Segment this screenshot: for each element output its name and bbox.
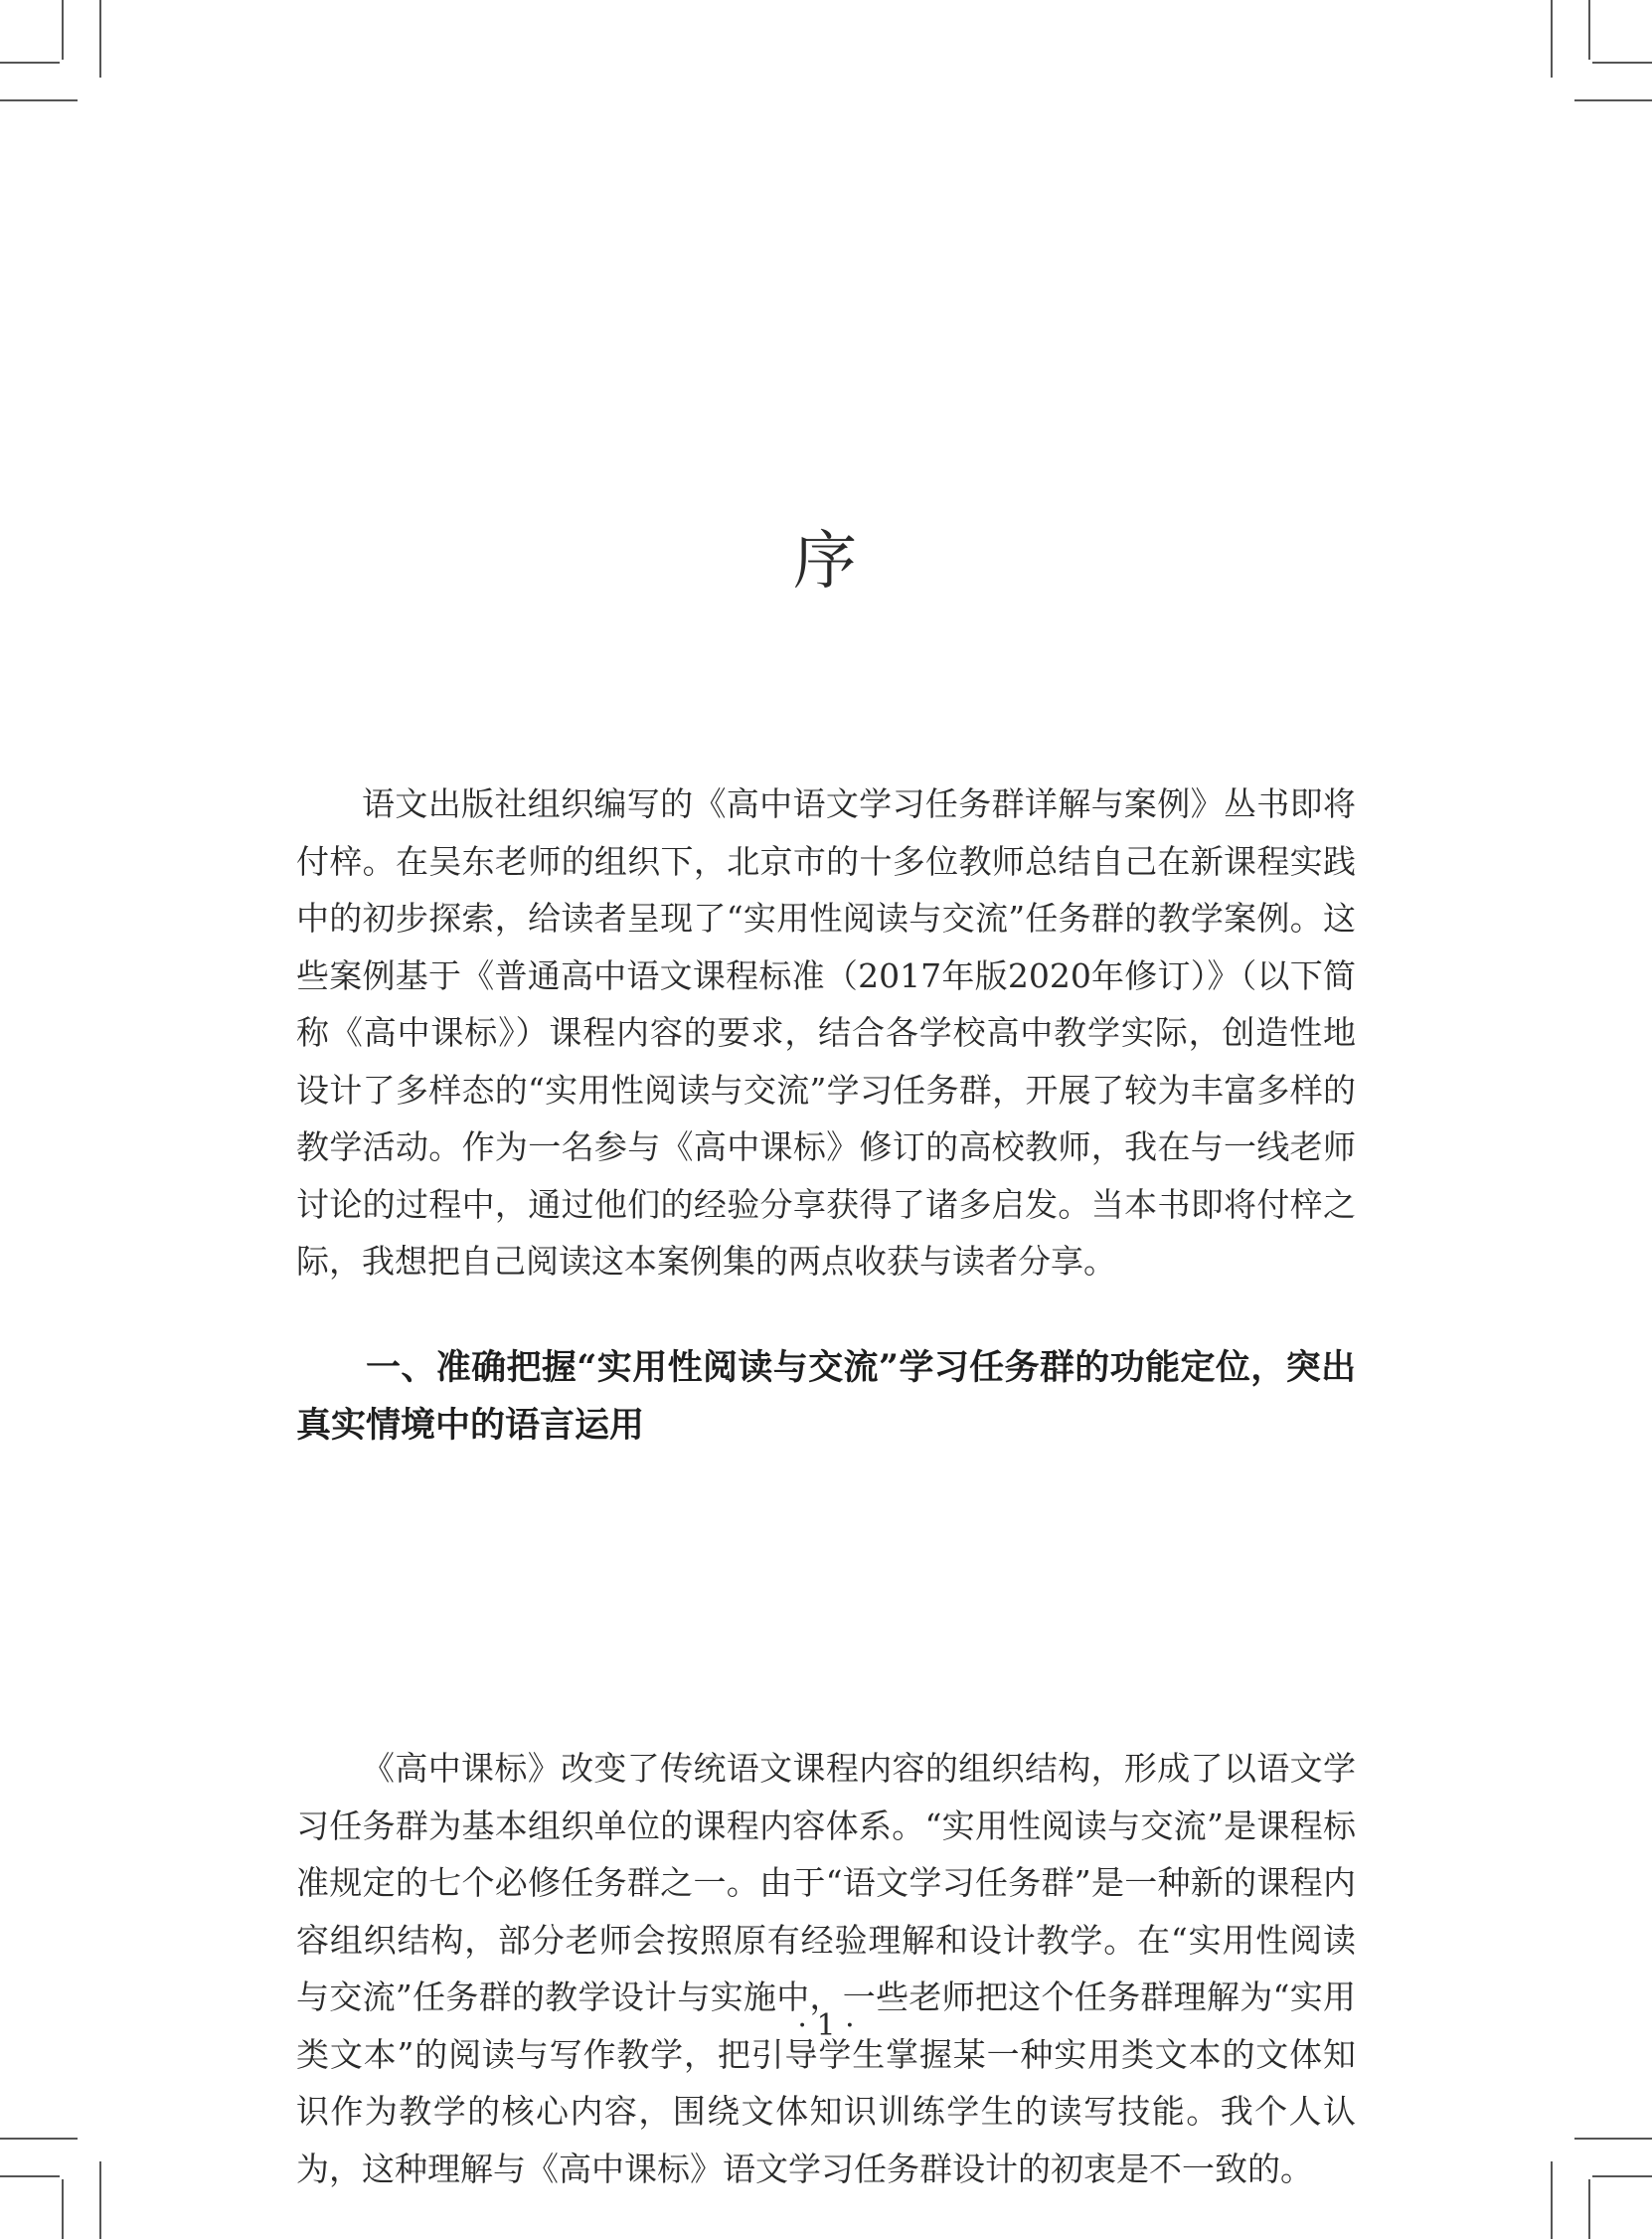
crop-mark-bottom-right-h — [1574, 2138, 1652, 2140]
crop-mark-top-left-h2 — [0, 62, 60, 64]
crop-mark-bottom-right-v2 — [1588, 2179, 1590, 2239]
crop-mark-top-right-v — [1551, 0, 1553, 78]
crop-mark-bottom-left-h — [0, 2138, 78, 2140]
paragraph-1-block — [296, 775, 1356, 1291]
crop-mark-bottom-right-h2 — [1592, 2175, 1652, 2177]
paragraph-2: 《高中课标》改变了传统语文课程内容的组织结构，形成了以语文学习任务群为基本组织单位的课程内容体系。“实用性阅读与交流”是课程标准规定的七个必修任务群之一。由于“语文学习任务群”是一种新的课程内容组织结构，部分老师会按照原有经验理解和设计教学。在“实用性阅读与交流”任务群的教学设计与实施中，一些老师把这个任务群理解为“实用类文本”的阅读与写作教学，把引导学生掌握某一种实用类文本的文体知识作为教学的核心内容，围绕文体知识训练学生的读写技能。我个人认为，这种理解与《高中课标》语文学习任务群设计的初衷是不一致的。 — [296, 1749, 1356, 2188]
crop-mark-top-right-v2 — [1588, 0, 1590, 60]
crop-mark-top-left-h — [0, 99, 78, 101]
crop-mark-top-right-h2 — [1592, 62, 1652, 64]
crop-mark-top-left-v — [99, 0, 101, 78]
section-heading: 一、准确把握“实用性阅读与交流”学习任务群的功能定位，突出真实情境中的语言运用 — [296, 1347, 1356, 1446]
page-number: · 1 · — [797, 2008, 855, 2043]
crop-mark-bottom-left-v — [99, 2161, 101, 2239]
paragraph-1: 语文出版社组织编写的《高中语文学习任务群详解与案例》丛书即将付梓。在吴东老师的组织下，北京市的十多位教师总结自己在新课程实践中的初步探索，给读者呈现了“实用性阅读与交流”任务群的教学案例。这些案例基于《普通高中语文课程标准（2017年版2020年修订）》（以下简称《高中课标》）课程内容的要求，结合各学校高中教学实际，创造性地设计了多样态的“实用性阅读与交流”学习任务群，开展了较为丰富多样的教学活动。作为一名参与《高中课标》修订的高校教师，我在与一线老师讨论的过程中，通过他们的经验分享获得了诸多启发。当本书即将付梓之际，我想把自己阅读这本案例集的两点收获与读者分享。 — [296, 784, 1356, 1281]
page-title: 序 — [793, 525, 859, 599]
crop-mark-top-left-v2 — [62, 0, 64, 60]
crop-mark-bottom-left-h2 — [0, 2175, 60, 2177]
crop-mark-top-right-h — [1574, 99, 1652, 101]
crop-mark-bottom-right-v — [1551, 2161, 1553, 2239]
paragraph-2-block — [296, 1740, 1356, 2197]
crop-mark-bottom-left-v2 — [62, 2179, 64, 2239]
